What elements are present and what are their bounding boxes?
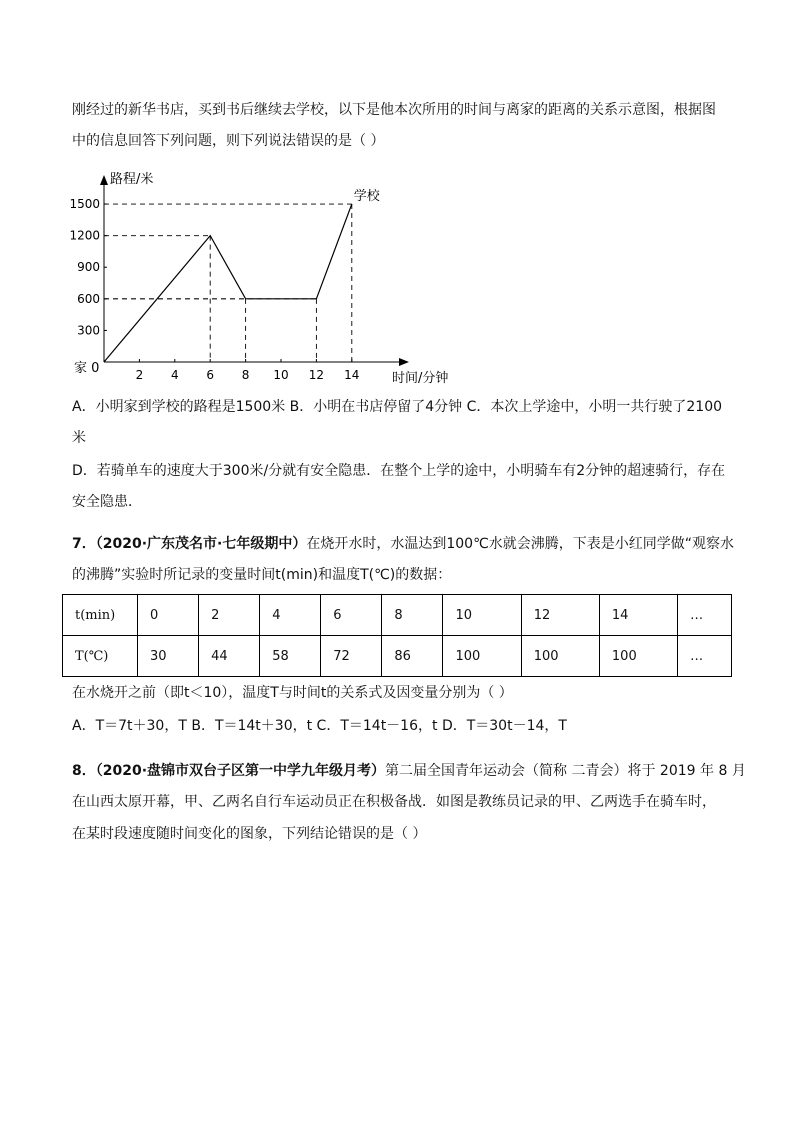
q8-line-1 [72,761,746,781]
q7-question: 在水烧开之前（即t＜10），温度T与时间t的关系式及因变量分别为（ ） [72,685,513,701]
table-cell: 100 [599,636,677,677]
table-cell: 0 [138,595,199,636]
x-tick-label: 6 [206,368,215,382]
q7-text-2: 的沸腾”实验时所记录的变量时间t(min)和温度T(℃)的数据： [72,567,452,583]
x-axis-label: 时间/分钟 [392,371,449,386]
y-tick-label: 600 [77,291,100,306]
table-cell: 4 [260,595,321,636]
q8-source: 8．（2020·盘锦市双台子区第一中学九年级月考） [72,763,386,779]
q7-source: 7．（2020·广东茂名市·七年级期中） [72,536,307,552]
table-cell: 6 [321,595,382,636]
x-tick-label: 4 [170,368,179,382]
q8-text-2: 在山西太原开幕，甲、乙两名自行车运动员正在积极备战．如图是教练员记录的甲、乙两选手在骑车时， [72,794,716,810]
table-cell: 2 [199,595,260,636]
row-label-time: t(min) [63,595,138,636]
y-axis-label: 路程/米 [110,172,154,187]
q8-text-3: 在某时段速度随时间变化的图象，下列结论错误的是（ ） [72,826,427,842]
q6-option-line-1: A．小明家到学校的路程是1500米 B．小明在书店停留了4分钟 C．本次上学途中，小明一共行驶了2100 [72,399,723,415]
origin-label: 家 0 [74,361,100,376]
distance-series-line [104,204,352,362]
x-tick-label: 2 [135,368,144,382]
table-cell: 72 [321,636,382,677]
school-label: 学校 [353,189,380,205]
q7-line-1 [72,534,734,554]
table-cell: 10 [443,595,521,636]
table-cell: 58 [260,636,321,677]
intro-line-1: 刚经过的新华书店，买到书后继续去学校，以下是他本次所用的时间与离家的距离的关系示意图，根据图 [72,102,716,118]
table-cell: … [678,595,732,636]
q8-text-1: 第二届全国青年运动会（简称 二青会）将于 2019 年 8 月 [385,763,746,779]
table-cell: 100 [443,636,521,677]
table-cell: 44 [199,636,260,677]
y-tick-label: 900 [77,260,100,275]
table-cell: 8 [382,595,443,636]
x-tick-label: 14 [344,368,360,382]
table-cell: … [678,636,732,677]
x-tick-label: 10 [273,368,289,382]
y-tick-label: 1500 [69,197,100,212]
row-label-temperature: T(℃) [63,636,138,677]
q6-option-line-4: 安全隐患． [72,494,142,510]
y-tick-label: 1200 [69,228,100,243]
q7-data-table [62,594,732,677]
table-cell: 14 [599,595,677,636]
table-cell: 30 [138,636,199,677]
x-tick-label: 8 [241,368,250,382]
x-tick-label: 12 [308,368,325,382]
intro-line-2: 中的信息回答下列问题，则下列说法错误的是（ ） [72,133,385,149]
table-cell: 100 [521,636,599,677]
y-tick-label: 300 [77,323,100,338]
q6-option-line-2: 米 [72,430,86,446]
q6-option-line-3: D．若骑单车的速度大于300米/分就有安全隐患．在整个上学的途中，小明骑车有2分钟的超速骑行，存在 [72,463,726,479]
q7-text-1: 在烧开水时，水温达到100℃水就会沸腾，下表是小红同学做“观察水 [306,536,735,552]
table-row-temperature [63,636,732,677]
table-row-time [63,595,732,636]
q7-options: A．T＝7t＋30，T B．T＝14t＋30，t C．T＝14t－16，t D．T＝30t－14，T [72,718,567,734]
distance-time-chart [0,160,794,400]
table-cell: 86 [382,636,443,677]
table-cell: 12 [521,595,599,636]
